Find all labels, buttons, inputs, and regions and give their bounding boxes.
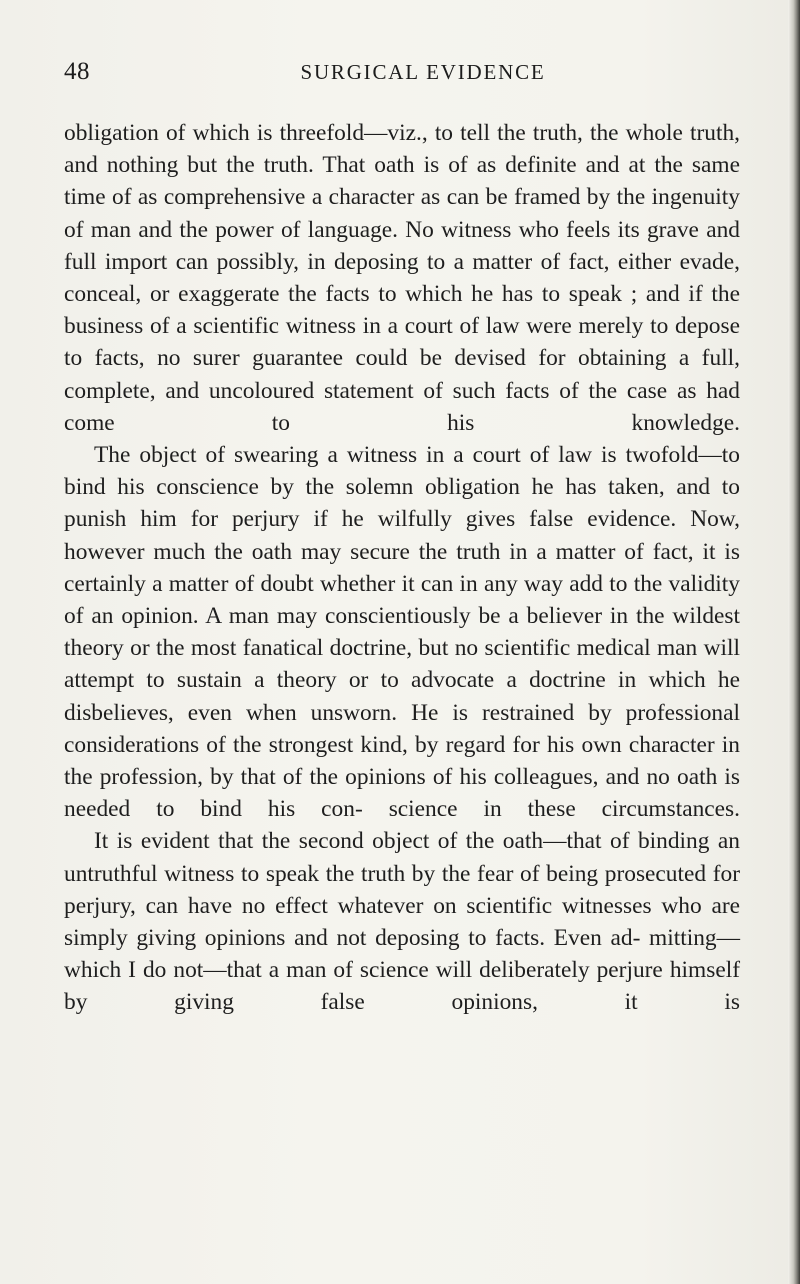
paragraph-2: The object of swearing a witness in a court of law is twofold—to bind his conscience by the solemn obligation he has taken, and to punish him for perjury if he wilfully gives false evidence. Now, however much the oath may secure the truth in a matter of fact, it is certainly a matter of doubt whether it can in any way add to the validity of an opinion. A man may conscientiously be a believer in the wildest theory or the most fanatical doctrine, but no scientific medical man will attempt to sustain a theory or to advocate a doctrine in which he disbelieves, even when unsworn. He is restrained by professional considerations of the strongest kind, by regard for his own character in the profession, by that of the opinions of his colleagues, and no oath is needed to bind his con- science in these circumstances. <box>64 442 740 823</box>
body-text <box>64 117 740 1019</box>
paragraph-1: obligation of which is threefold—viz., to tell the truth, the whole truth, and nothing but the truth. That oath is of as definite and at the same time of as comprehensive a character as can be framed by the ingenuity of man and the power of language. No witness who feels its grave and full import can possibly, in deposing to a matter of fact, either evade, conceal, or exaggerate the facts to which he has to speak ; and if the business of a scientific witness in a court of law were merely to depose to facts, no surer guarantee could be devised for obtaining a full, complete, and uncoloured statement of such facts of the case as had come to his knowledge. <box>64 120 740 436</box>
page-header <box>64 58 740 88</box>
running-head: SURGICAL EVIDENCE <box>300 60 546 84</box>
page-binding-edge <box>788 0 800 1284</box>
paragraph-3: It is evident that the second object of the oath—that of binding an untruthful witness to speak the truth by the fear of being prosecuted for perjury, can have no effect whatever on scientific witnesses who are simply giving opinions and not deposing to facts. Even ad- mitting—which I do not—that a man of science will deliberately perjure himself by giving false opinions, it is <box>64 828 740 1016</box>
page-number: 48 <box>64 58 90 85</box>
